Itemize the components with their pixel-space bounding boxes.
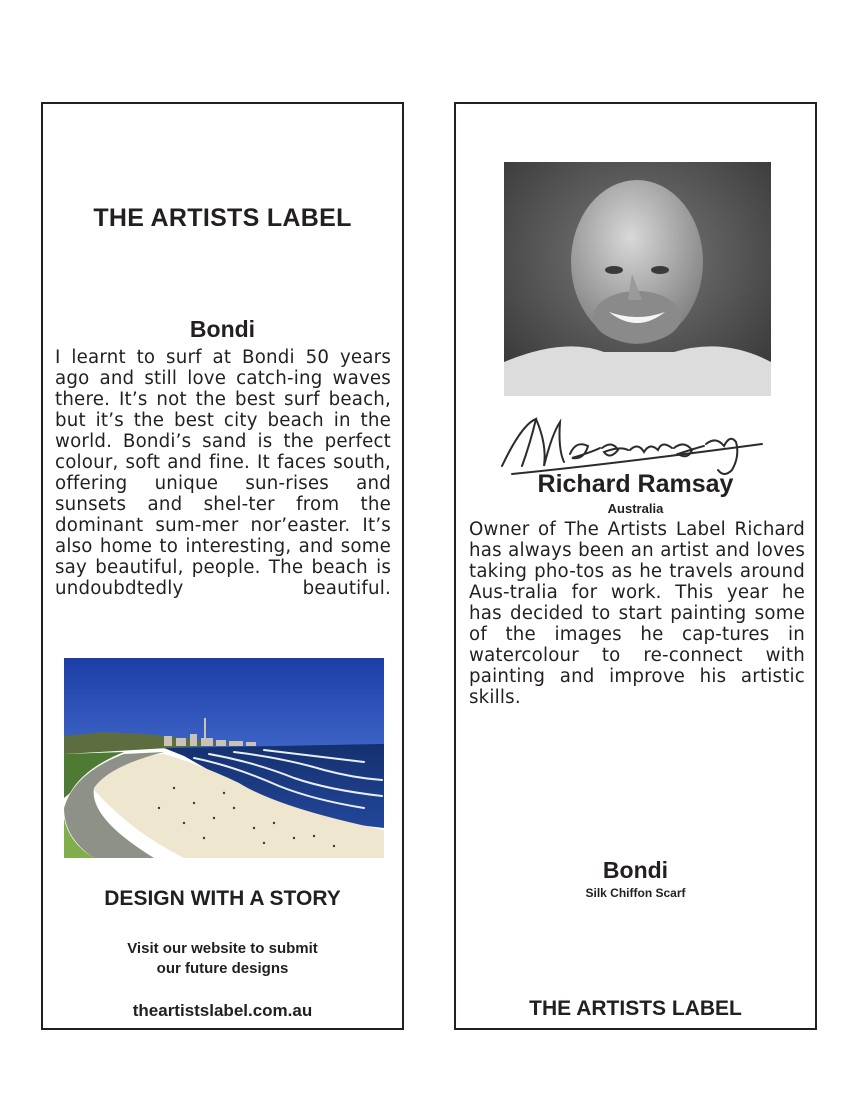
bondi-beach-painting (64, 658, 384, 858)
website-url: theartistslabel.com.au (132, 1001, 313, 1020)
brand-title: THE ARTISTS LABEL (93, 204, 352, 232)
artist-portrait-photo (504, 162, 771, 396)
product-type: Silk Chiffon Scarf (585, 886, 686, 900)
story-title: Bondi (189, 316, 256, 342)
tagline: DESIGN WITH A STORY (104, 887, 341, 910)
product-name: Bondi (602, 857, 669, 883)
story-card (41, 102, 404, 1030)
visit-text (43, 939, 402, 979)
artist-bio: Owner of The Artists Label Richard has always been an artist and loves taking pho-tos as he travels around Aus-tralia for work. This year he has decided to start painting some of the images he cap-tures in watercolour to re-connect with painting and improve his artistic skills. (469, 519, 805, 708)
story-text: I learnt to surf at Bondi 50 years ago and still love catch-ing waves there. It’s not the best surf beach, but it’s the best city beach in the world. Bondi’s sand is the perfect colour, soft and fine. It faces south, offering unique sun-rises and sunsets and shel-ter from the dominant sum-mer nor’easter. It’s also home to interesting, and some say beautiful, people. The beach is undoubdtedly beautiful. (55, 347, 391, 599)
visit-line-1: Visit our website to submit (127, 940, 318, 957)
brand-footer: THE ARTISTS LABEL (529, 997, 742, 1020)
visit-line-2: our future designs (156, 960, 289, 977)
artist-card (454, 102, 817, 1030)
artist-name: Richard Ramsay (537, 470, 734, 498)
artist-country: Australia (607, 501, 664, 516)
